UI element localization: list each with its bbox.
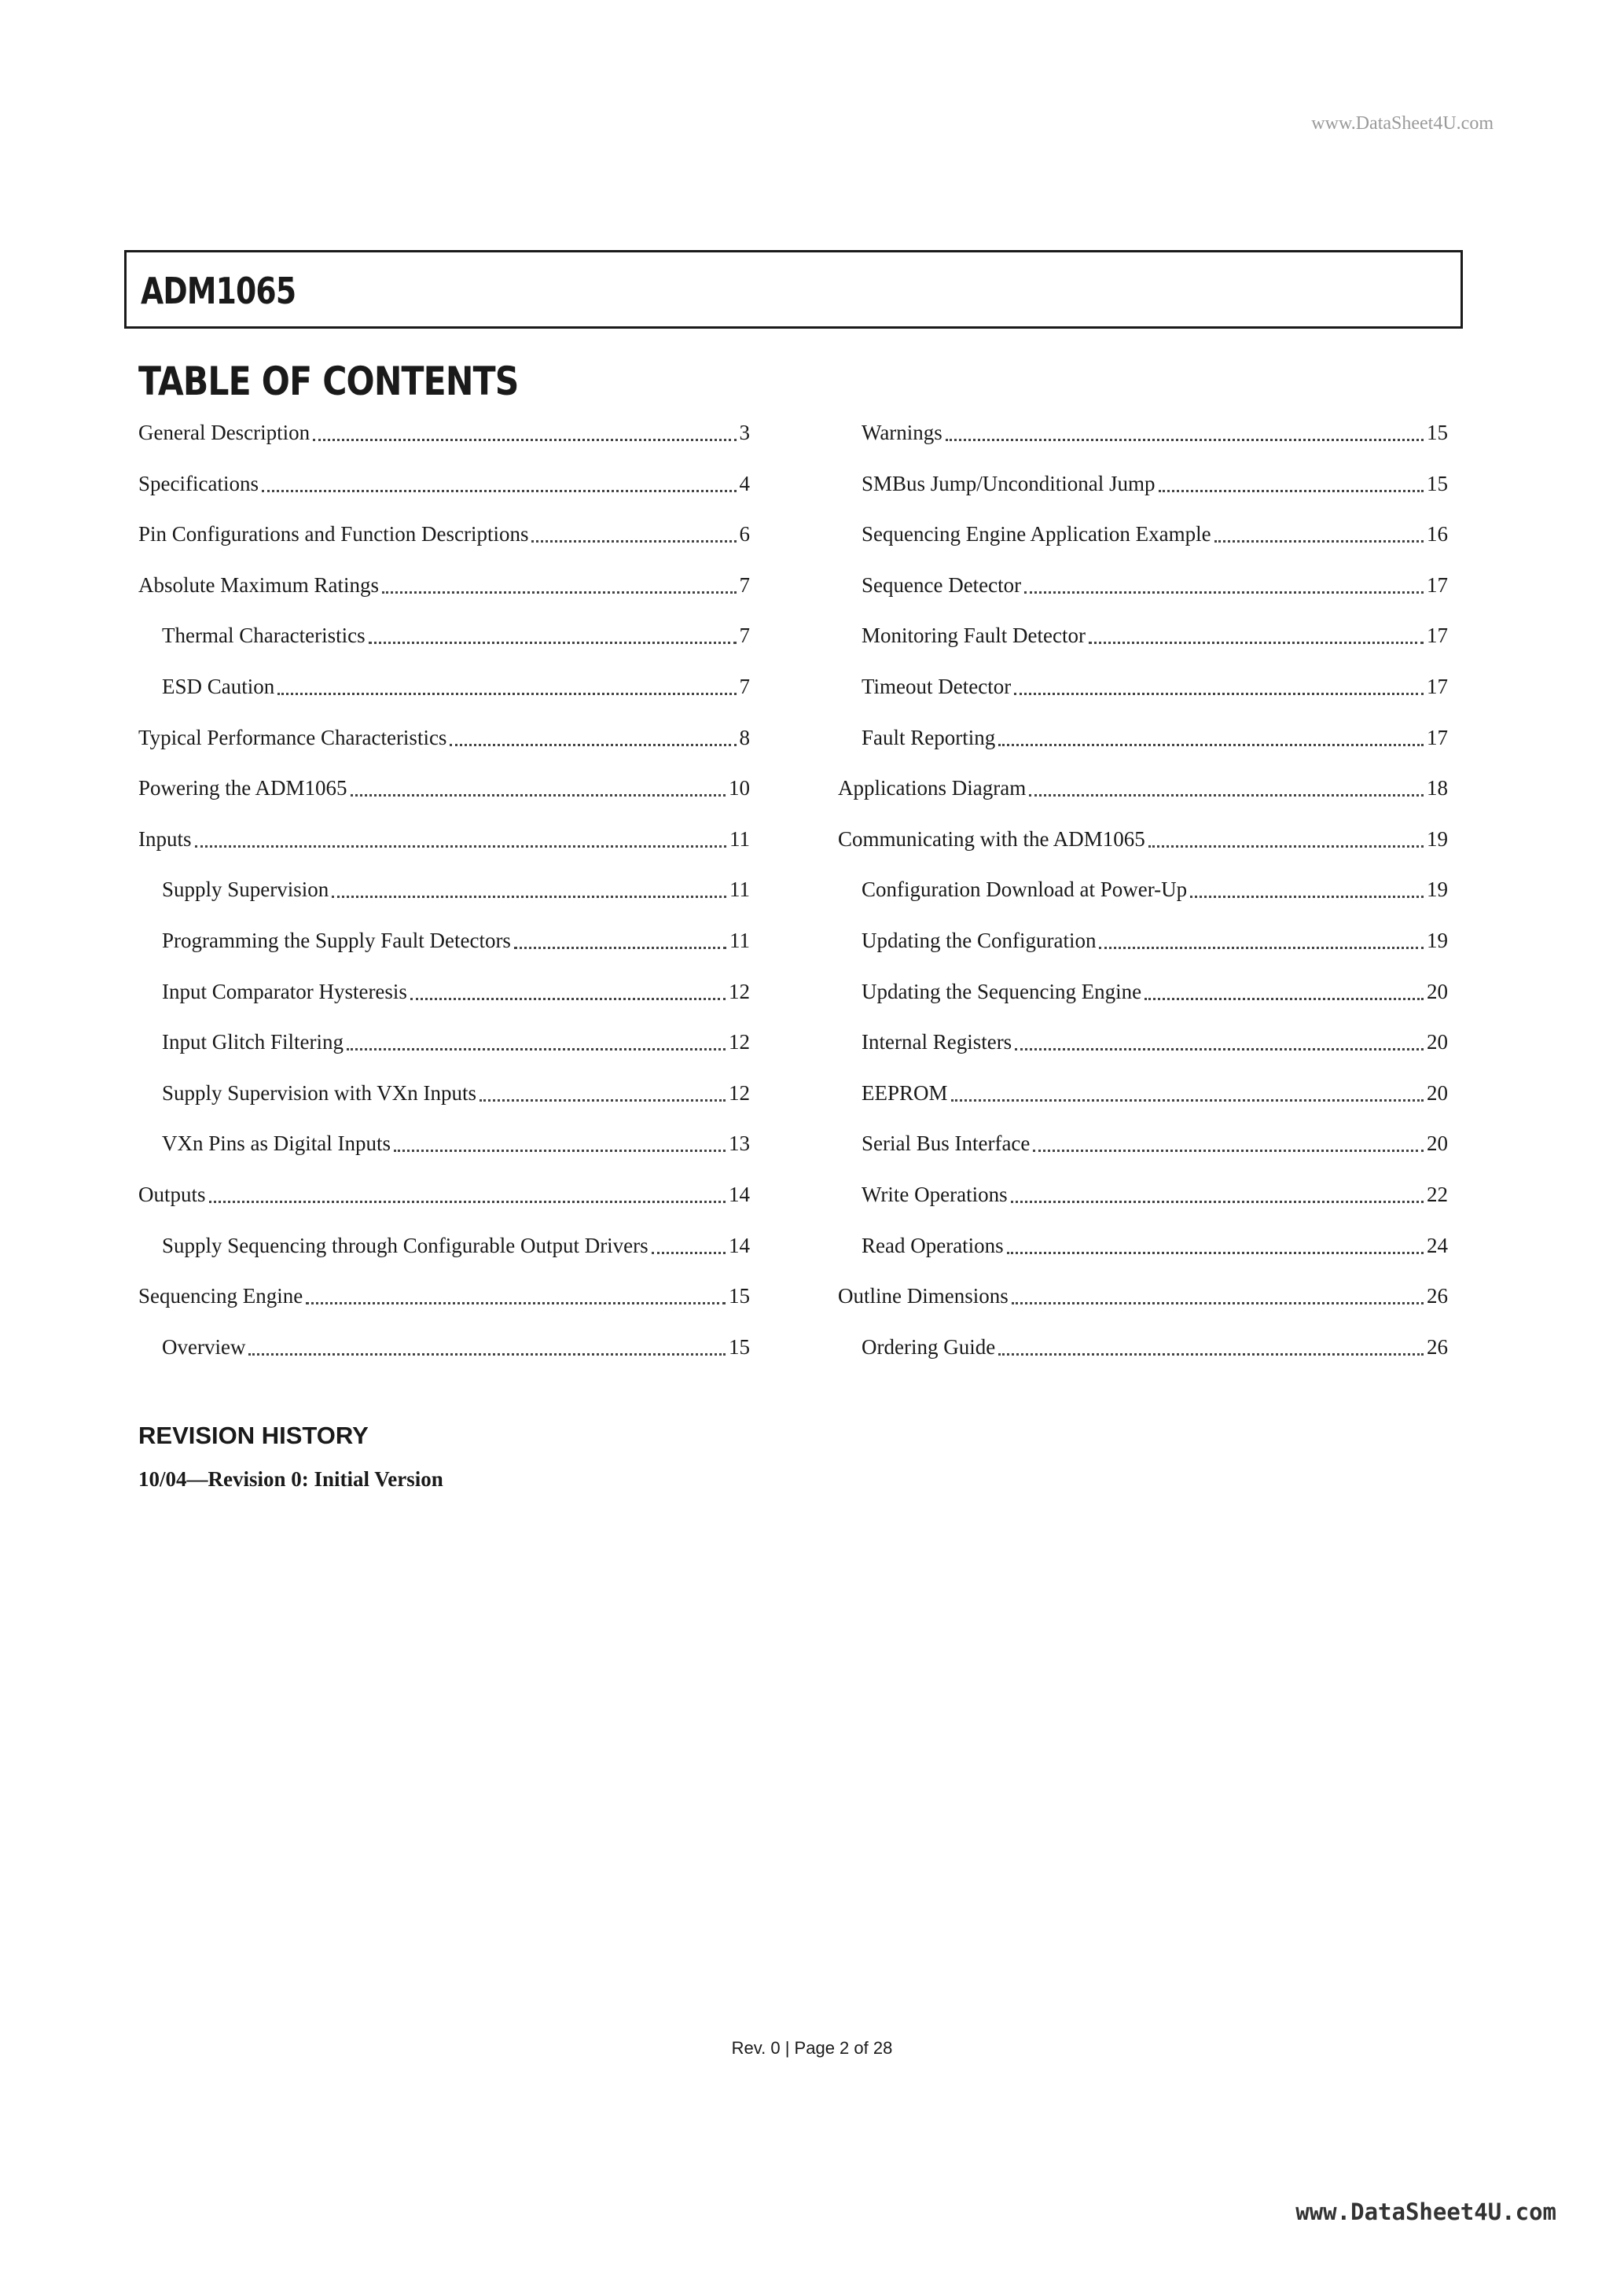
toc-entry[interactable] (138, 717, 750, 768)
toc-entry[interactable] (838, 1326, 1448, 1378)
toc-entry[interactable] (838, 869, 1448, 920)
toc-entry[interactable] (838, 1225, 1448, 1276)
toc-dot-leader (382, 563, 737, 594)
toc-dot-leader (1089, 613, 1424, 644)
toc-entry-page: 19 (1427, 878, 1448, 902)
toc-entry[interactable] (138, 767, 750, 819)
toc-heading: TABLE OF CONTENTS (138, 359, 519, 404)
toc-dot-leader (306, 1274, 726, 1304)
toc-entry[interactable] (838, 1123, 1448, 1174)
toc-dot-leader (347, 1020, 726, 1050)
toc-entry[interactable] (138, 412, 750, 463)
toc-dot-leader (450, 716, 736, 746)
toc-entry-page: 20 (1427, 1030, 1448, 1054)
toc-entry[interactable] (138, 1275, 750, 1326)
toc-entry-label: Sequencing Engine (138, 1284, 303, 1308)
toc-entry-label: Supply Supervision (162, 878, 329, 902)
toc-entry-label: Absolute Maximum Ratings (138, 572, 379, 597)
toc-entry-page: 18 (1427, 776, 1448, 800)
toc-entry-page: 26 (1427, 1284, 1448, 1308)
toc-entry[interactable] (838, 920, 1448, 971)
toc-entry[interactable] (138, 615, 750, 666)
toc-entry-label: Updating the Configuration (862, 928, 1097, 952)
toc-dot-leader (652, 1223, 726, 1254)
toc-entry-page: 7 (739, 674, 750, 698)
toc-dot-leader (946, 410, 1424, 441)
toc-entry-label: Powering the ADM1065 (138, 776, 347, 800)
toc-entry[interactable] (138, 1174, 750, 1225)
revision-history-heading: REVISION HISTORY (138, 1422, 369, 1449)
toc-entry-page: 20 (1427, 1080, 1448, 1105)
toc-entry-label: Typical Performance Characteristics (138, 725, 447, 749)
toc-dot-leader (1148, 817, 1424, 848)
toc-entry-label: Applications Diagram (838, 776, 1027, 800)
toc-entry[interactable] (138, 920, 750, 971)
toc-entry[interactable] (838, 463, 1448, 514)
toc-dot-leader (351, 766, 726, 797)
toc-entry-label: Input Glitch Filtering (162, 1030, 344, 1054)
toc-left-column (138, 412, 750, 1377)
toc-entry-label: Supply Sequencing through Configurable Output Drivers (162, 1233, 648, 1257)
toc-dot-leader (479, 1071, 726, 1102)
toc-entry-page: 15 (1427, 471, 1448, 495)
toc-entry-label: Sequencing Engine Application Example (862, 522, 1211, 546)
toc-dot-leader (1014, 664, 1424, 695)
toc-dot-leader (1033, 1121, 1424, 1152)
toc-entry-page: 14 (729, 1182, 750, 1206)
toc-dot-leader (514, 918, 726, 949)
toc-entry[interactable] (138, 971, 750, 1022)
toc-entry-label: Warnings (862, 421, 942, 444)
toc-dot-leader (1029, 766, 1424, 797)
toc-entry-page: 15 (729, 1284, 750, 1308)
toc-entry[interactable] (138, 513, 750, 565)
toc-dot-leader (248, 1325, 726, 1356)
toc-entry-label: Internal Registers (862, 1030, 1012, 1054)
toc-dot-leader (998, 716, 1424, 746)
toc-entry-label: EEPROM (862, 1080, 948, 1105)
toc-dot-leader (951, 1071, 1424, 1102)
toc-entry-page: 19 (1427, 826, 1448, 851)
toc-dot-leader (1007, 1223, 1424, 1254)
toc-entry-page: 20 (1427, 1131, 1448, 1156)
toc-entry-label: Monitoring Fault Detector (862, 624, 1086, 648)
toc-dot-leader (313, 410, 736, 441)
toc-entry[interactable] (138, 1021, 750, 1073)
toc-entry[interactable] (838, 412, 1448, 463)
toc-entry-page: 15 (729, 1334, 750, 1359)
toc-dot-leader (998, 1325, 1424, 1356)
toc-entry-label: Configuration Download at Power-Up (862, 878, 1188, 902)
toc-dot-leader (332, 867, 726, 898)
toc-entry-label: Outline Dimensions (838, 1284, 1009, 1308)
toc-entry[interactable] (838, 1073, 1448, 1124)
toc-entry-page: 11 (729, 928, 750, 952)
toc-entry[interactable] (138, 869, 750, 920)
toc-entry[interactable] (138, 1123, 750, 1174)
toc-entry[interactable] (838, 819, 1448, 870)
toc-entry-page: 17 (1427, 674, 1448, 698)
toc-entry[interactable] (838, 767, 1448, 819)
toc-entry[interactable] (838, 717, 1448, 768)
toc-entry-page: 16 (1427, 522, 1448, 546)
toc-entry[interactable] (838, 513, 1448, 565)
watermark-top: www.DataSheet4U.com (1311, 113, 1494, 134)
toc-entry-page: 22 (1427, 1182, 1448, 1206)
toc-entry[interactable] (838, 1021, 1448, 1073)
toc-entry[interactable] (838, 666, 1448, 717)
toc-entry-page: 7 (739, 624, 750, 648)
toc-entry-label: Overview (162, 1334, 246, 1359)
toc-entry-page: 17 (1427, 725, 1448, 749)
toc-entry-page: 12 (729, 1080, 750, 1105)
document-title: ADM1065 (141, 270, 296, 312)
toc-entry-page: 8 (739, 725, 750, 749)
toc-entry[interactable] (138, 819, 750, 870)
toc-dot-leader (1214, 512, 1424, 543)
toc-entry[interactable] (138, 1326, 750, 1378)
toc-entry[interactable] (838, 971, 1448, 1022)
toc-dot-leader (410, 970, 726, 1000)
toc-dot-leader (394, 1121, 726, 1152)
toc-dot-leader (1024, 563, 1424, 594)
toc-dot-leader (1145, 970, 1424, 1000)
toc-entry-label: Fault Reporting (862, 725, 996, 749)
toc-entry-page: 17 (1427, 624, 1448, 648)
toc-entry[interactable] (138, 463, 750, 514)
title-box (124, 250, 1463, 329)
toc-entry-page: 12 (729, 1030, 750, 1054)
toc-entry[interactable] (138, 666, 750, 717)
toc-entry[interactable] (838, 615, 1448, 666)
toc-dot-leader (531, 512, 736, 543)
toc-entry-label: Communicating with the ADM1065 (838, 826, 1145, 851)
toc-entry-label: Supply Supervision with VXn Inputs (162, 1080, 477, 1105)
revision-entry: 10/04—Revision 0: Initial Version (138, 1467, 443, 1491)
toc-dot-leader (1015, 1020, 1424, 1050)
toc-entry[interactable] (138, 1225, 750, 1276)
toc-entry-page: 15 (1427, 421, 1448, 444)
toc-dot-leader (1190, 867, 1424, 898)
toc-entry-label: Pin Configurations and Function Descriptions (138, 522, 529, 546)
toc-dot-leader (369, 613, 737, 644)
toc-entry-label: Outputs (138, 1182, 206, 1206)
toc-dot-leader (262, 462, 737, 492)
toc-entry-label: Sequence Detector (862, 572, 1022, 597)
toc-dot-leader (277, 664, 736, 695)
toc-entry[interactable] (138, 565, 750, 616)
toc-entry-label: VXn Pins as Digital Inputs (162, 1131, 391, 1156)
toc-entry[interactable] (138, 1073, 750, 1124)
toc-dot-leader (1099, 918, 1424, 949)
toc-entry-page: 4 (739, 471, 750, 495)
toc-entry-page: 20 (1427, 979, 1448, 1003)
toc-entry-label: Timeout Detector (862, 674, 1012, 698)
toc-entry-label: Updating the Sequencing Engine (862, 979, 1142, 1003)
toc-entry-page: 12 (729, 979, 750, 1003)
toc-entry-label: Programming the Supply Fault Detectors (162, 928, 511, 952)
toc-dot-leader (1012, 1274, 1424, 1304)
toc-dot-leader (1159, 462, 1424, 492)
toc-entry-page: 17 (1427, 572, 1448, 597)
toc-entry-page: 10 (729, 776, 750, 800)
toc-entry-label: Ordering Guide (862, 1334, 996, 1359)
toc-entry-page: 14 (729, 1233, 750, 1257)
toc-entry[interactable] (838, 1174, 1448, 1225)
toc-entry-page: 26 (1427, 1334, 1448, 1359)
watermark-bottom: www.DataSheet4U.com (1295, 2198, 1556, 2225)
toc-entry-label: Specifications (138, 471, 259, 495)
toc-entry-label: SMBus Jump/Unconditional Jump (862, 471, 1156, 495)
toc-entry-label: Serial Bus Interface (862, 1131, 1031, 1156)
toc-entry-page: 7 (739, 572, 750, 597)
toc-entry-page: 6 (739, 522, 750, 546)
toc-entry-label: Input Comparator Hysteresis (162, 979, 407, 1003)
toc-entry-label: Inputs (138, 826, 192, 851)
toc-entry-page: 11 (729, 826, 750, 851)
toc-entry-label: Thermal Characteristics (162, 624, 366, 648)
toc-entry-page: 19 (1427, 928, 1448, 952)
toc-right-column (838, 412, 1448, 1377)
toc-entry[interactable] (838, 565, 1448, 616)
toc-entry-page: 11 (729, 878, 750, 902)
toc-entry-label: Write Operations (862, 1182, 1008, 1206)
page-footer: Rev. 0 | Page 2 of 28 (731, 2038, 893, 2058)
toc-entry-label: Read Operations (862, 1233, 1004, 1257)
toc-entry-page: 13 (729, 1131, 750, 1156)
toc-entry[interactable] (838, 1275, 1448, 1326)
toc-dot-leader (1011, 1172, 1424, 1203)
toc-entry-page: 3 (739, 421, 750, 444)
toc-entry-page: 24 (1427, 1233, 1448, 1257)
toc-dot-leader (195, 817, 727, 848)
toc-entry-label: General Description (138, 421, 310, 444)
toc-entry-label: ESD Caution (162, 674, 275, 698)
toc-dot-leader (209, 1172, 726, 1203)
